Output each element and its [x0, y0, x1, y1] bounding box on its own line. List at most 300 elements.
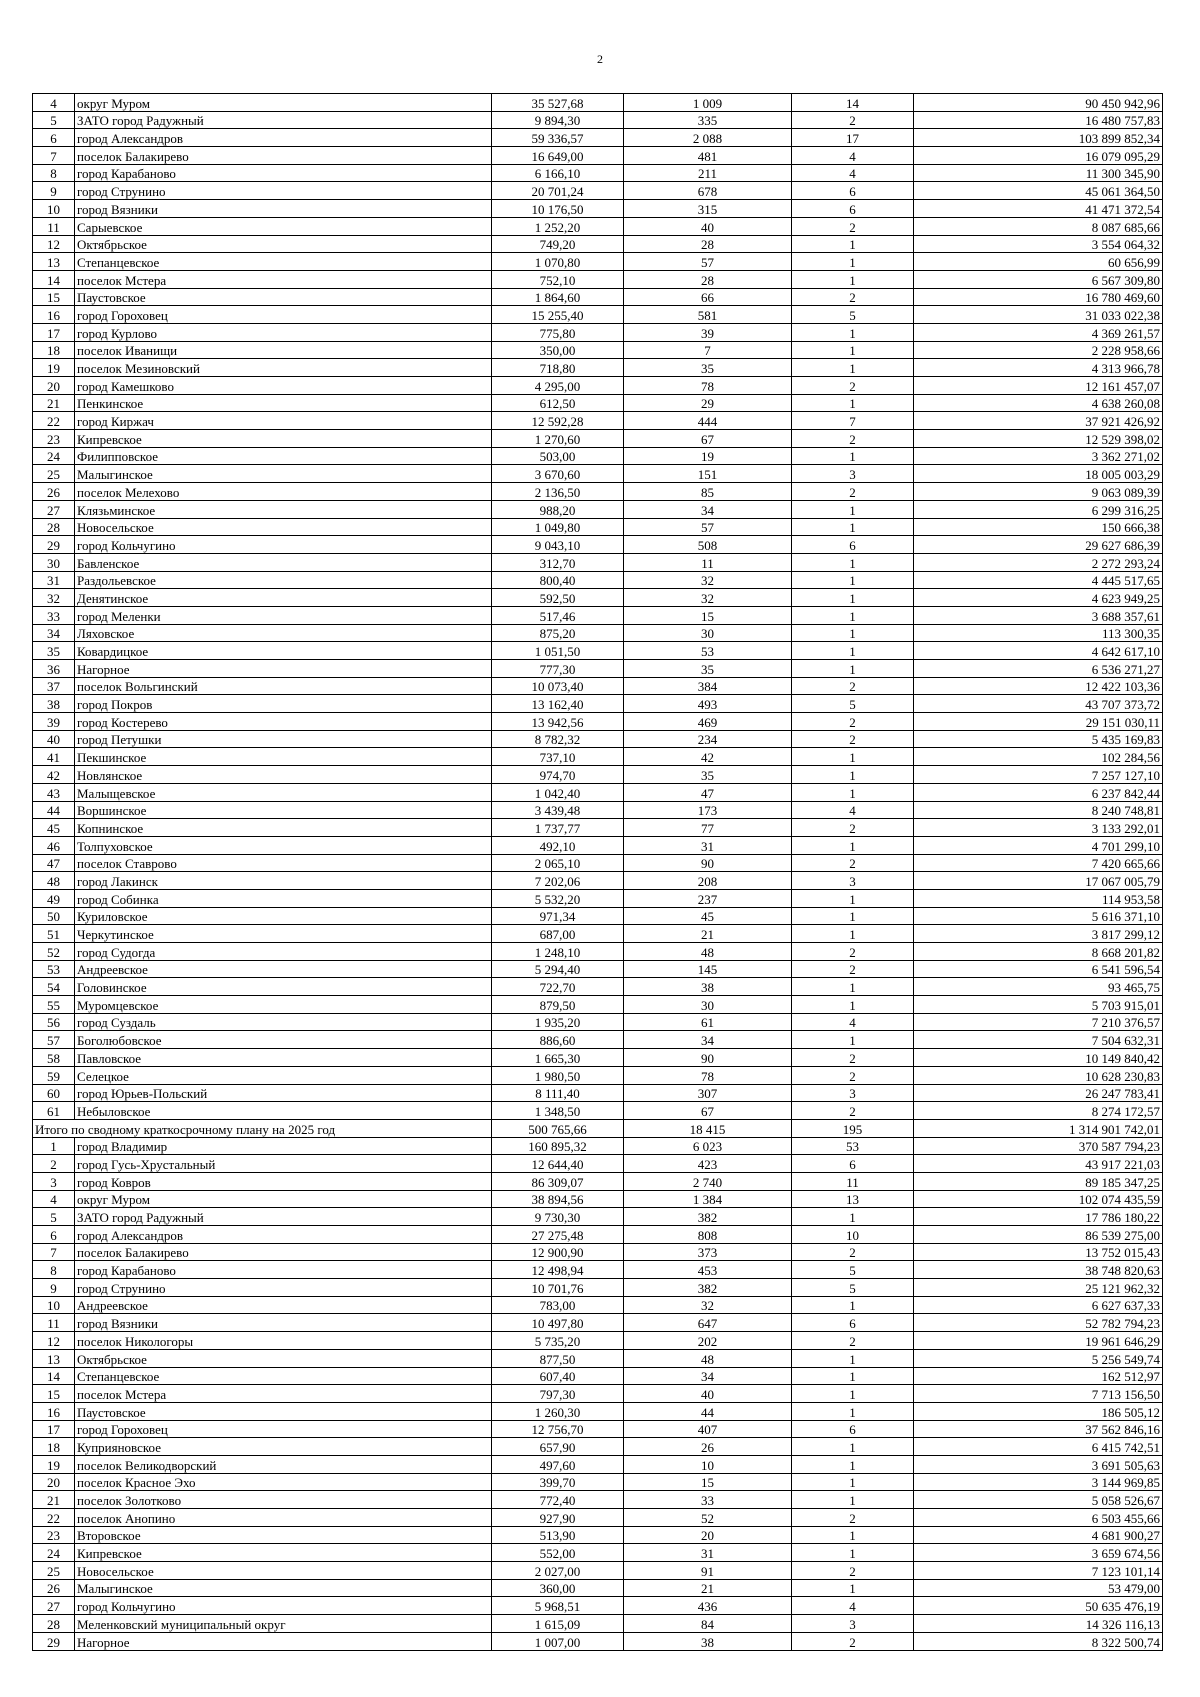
houses-cell: 1 — [792, 1402, 914, 1420]
table-row — [33, 766, 1163, 784]
row-number: 6 — [33, 1226, 75, 1244]
municipality-name: поселок Вольгинский — [75, 677, 492, 695]
houses-cell: 5 — [792, 695, 914, 713]
residents-cell: 61 — [624, 1013, 792, 1031]
residents-cell: 66 — [624, 288, 792, 306]
houses-cell: 3 — [792, 1615, 914, 1633]
row-number: 16 — [33, 306, 75, 324]
residents-cell: 32 — [624, 1296, 792, 1314]
cost-cell: 3 691 505,63 — [914, 1455, 1163, 1473]
houses-cell: 2 — [792, 377, 914, 395]
houses-cell: 2 — [792, 483, 914, 501]
area-cell: 160 895,32 — [492, 1137, 624, 1155]
row-number: 12 — [33, 235, 75, 253]
residents-cell: 307 — [624, 1084, 792, 1102]
total-cost-cell: 1 314 901 742,01 — [914, 1119, 1163, 1137]
cost-cell: 26 247 783,41 — [914, 1084, 1163, 1102]
houses-cell: 1 — [792, 518, 914, 536]
area-cell: 607,40 — [492, 1367, 624, 1385]
cost-cell: 370 587 794,23 — [914, 1137, 1163, 1155]
cost-cell: 52 782 794,23 — [914, 1314, 1163, 1332]
cost-cell: 86 539 275,00 — [914, 1226, 1163, 1244]
cost-cell: 4 623 949,25 — [914, 589, 1163, 607]
cost-cell: 6 415 742,51 — [914, 1438, 1163, 1456]
residents-cell: 85 — [624, 483, 792, 501]
table-row — [33, 147, 1163, 165]
houses-cell: 1 — [792, 766, 914, 784]
cost-cell: 41 471 372,54 — [914, 200, 1163, 218]
residents-cell: 32 — [624, 589, 792, 607]
residents-cell: 90 — [624, 1049, 792, 1067]
table-row — [33, 288, 1163, 306]
row-number: 59 — [33, 1066, 75, 1084]
houses-cell: 2 — [792, 1332, 914, 1350]
row-number: 14 — [33, 270, 75, 288]
area-cell: 687,00 — [492, 925, 624, 943]
residents-cell: 29 — [624, 394, 792, 412]
municipality-name: Меленковский муниципальный округ — [75, 1615, 492, 1633]
table-row — [33, 801, 1163, 819]
residents-cell: 67 — [624, 430, 792, 448]
houses-cell: 1 — [792, 394, 914, 412]
table-row — [33, 1137, 1163, 1155]
cost-cell: 12 529 398,02 — [914, 430, 1163, 448]
area-cell: 399,70 — [492, 1473, 624, 1491]
table-row — [33, 1526, 1163, 1544]
houses-cell: 5 — [792, 1261, 914, 1279]
houses-cell: 1 — [792, 624, 914, 642]
row-number: 37 — [33, 677, 75, 695]
cost-cell: 186 505,12 — [914, 1402, 1163, 1420]
municipality-name: Степанцевское — [75, 253, 492, 271]
municipality-name: Раздольевское — [75, 571, 492, 589]
houses-cell: 2 — [792, 730, 914, 748]
houses-cell: 2 — [792, 430, 914, 448]
cost-cell: 8 087 685,66 — [914, 217, 1163, 235]
residents-cell: 7 — [624, 341, 792, 359]
row-number: 41 — [33, 748, 75, 766]
cost-cell: 4 445 517,65 — [914, 571, 1163, 589]
area-cell: 86 309,07 — [492, 1172, 624, 1190]
cost-cell: 6 536 271,27 — [914, 660, 1163, 678]
table-row — [33, 182, 1163, 200]
houses-cell: 1 — [792, 1473, 914, 1491]
municipality-name: поселок Золотково — [75, 1491, 492, 1509]
municipality-name: город Вязники — [75, 200, 492, 218]
table-row — [33, 730, 1163, 748]
area-cell: 783,00 — [492, 1296, 624, 1314]
row-number: 15 — [33, 288, 75, 306]
houses-cell: 4 — [792, 801, 914, 819]
table-row — [33, 1420, 1163, 1438]
cost-cell: 25 121 962,32 — [914, 1279, 1163, 1297]
area-cell: 612,50 — [492, 394, 624, 412]
table-row — [33, 1226, 1163, 1244]
cost-cell: 102 074 435,59 — [914, 1190, 1163, 1208]
houses-cell: 6 — [792, 536, 914, 554]
municipality-name: город Покров — [75, 695, 492, 713]
residents-cell: 382 — [624, 1279, 792, 1297]
table-row — [33, 889, 1163, 907]
residents-cell: 28 — [624, 235, 792, 253]
row-number: 10 — [33, 200, 75, 218]
municipality-name: город Карабаново — [75, 1261, 492, 1279]
municipality-name: Андреевское — [75, 1296, 492, 1314]
residents-cell: 34 — [624, 500, 792, 518]
table-row — [33, 907, 1163, 925]
table-row — [33, 660, 1163, 678]
residents-cell: 48 — [624, 943, 792, 961]
municipality-name: город Гусь-Хрустальный — [75, 1155, 492, 1173]
houses-cell: 4 — [792, 1013, 914, 1031]
cost-cell: 60 656,99 — [914, 253, 1163, 271]
residents-cell: 11 — [624, 553, 792, 571]
cost-cell: 7 504 632,31 — [914, 1031, 1163, 1049]
row-number: 13 — [33, 1349, 75, 1367]
cost-cell: 103 899 852,34 — [914, 129, 1163, 147]
table-row — [33, 1632, 1163, 1650]
row-number: 34 — [33, 624, 75, 642]
table-row — [33, 1491, 1163, 1509]
table-row — [33, 483, 1163, 501]
residents-cell: 30 — [624, 624, 792, 642]
row-number: 29 — [33, 536, 75, 554]
residents-cell: 28 — [624, 270, 792, 288]
cost-cell: 37 562 846,16 — [914, 1420, 1163, 1438]
houses-cell: 1 — [792, 1526, 914, 1544]
row-number: 24 — [33, 1544, 75, 1562]
cost-cell: 10 628 230,83 — [914, 1066, 1163, 1084]
cost-cell: 5 256 549,74 — [914, 1349, 1163, 1367]
table-row — [33, 306, 1163, 324]
area-cell: 350,00 — [492, 341, 624, 359]
row-number: 5 — [33, 111, 75, 129]
area-cell: 1 348,50 — [492, 1102, 624, 1120]
area-cell: 16 649,00 — [492, 147, 624, 165]
municipality-name: город Костерево — [75, 713, 492, 731]
residents-cell: 39 — [624, 323, 792, 341]
municipality-name: город Курлово — [75, 323, 492, 341]
area-cell: 1 864,60 — [492, 288, 624, 306]
cost-cell: 4 369 261,57 — [914, 323, 1163, 341]
cost-cell: 3 659 674,56 — [914, 1544, 1163, 1562]
municipality-name: Воршинское — [75, 801, 492, 819]
area-cell: 875,20 — [492, 624, 624, 642]
table-row — [33, 695, 1163, 713]
row-number: 22 — [33, 412, 75, 430]
municipality-name: город Ковров — [75, 1172, 492, 1190]
cost-cell: 5 058 526,67 — [914, 1491, 1163, 1509]
cost-cell: 89 185 347,25 — [914, 1172, 1163, 1190]
cost-cell: 8 668 201,82 — [914, 943, 1163, 961]
row-number: 17 — [33, 1420, 75, 1438]
municipality-name: Нагорное — [75, 1632, 492, 1650]
residents-cell: 145 — [624, 960, 792, 978]
table-row — [33, 430, 1163, 448]
houses-cell: 1 — [792, 1491, 914, 1509]
municipality-name: Нагорное — [75, 660, 492, 678]
table-row — [33, 960, 1163, 978]
houses-cell: 6 — [792, 1420, 914, 1438]
municipality-name: ЗАТО город Радужный — [75, 1208, 492, 1226]
residents-cell: 30 — [624, 996, 792, 1014]
area-cell: 737,10 — [492, 748, 624, 766]
table-row — [33, 1615, 1163, 1633]
table-row — [33, 1314, 1163, 1332]
municipality-name: Селецкое — [75, 1066, 492, 1084]
area-cell: 886,60 — [492, 1031, 624, 1049]
row-number: 16 — [33, 1402, 75, 1420]
cost-cell: 6 503 455,66 — [914, 1509, 1163, 1527]
residents-cell: 2 088 — [624, 129, 792, 147]
area-cell: 775,80 — [492, 323, 624, 341]
residents-cell: 26 — [624, 1438, 792, 1456]
residents-cell: 211 — [624, 164, 792, 182]
cost-cell: 10 149 840,42 — [914, 1049, 1163, 1067]
residents-cell: 20 — [624, 1526, 792, 1544]
municipality-name: город Вязники — [75, 1314, 492, 1332]
municipality-name: Клязьминское — [75, 500, 492, 518]
table-row — [33, 359, 1163, 377]
municipality-name: Октябрьское — [75, 1349, 492, 1367]
row-number: 28 — [33, 1615, 75, 1633]
houses-cell: 1 — [792, 500, 914, 518]
cost-cell: 3 144 969,85 — [914, 1473, 1163, 1491]
table-row — [33, 1402, 1163, 1420]
municipality-name: Муромцевское — [75, 996, 492, 1014]
cost-cell: 11 300 345,90 — [914, 164, 1163, 182]
table-row — [33, 1385, 1163, 1403]
area-cell: 1 252,20 — [492, 217, 624, 235]
area-cell: 1 737,77 — [492, 819, 624, 837]
municipality-name: город Карабаново — [75, 164, 492, 182]
cost-cell: 6 237 842,44 — [914, 783, 1163, 801]
houses-cell: 1 — [792, 642, 914, 660]
houses-cell: 6 — [792, 1314, 914, 1332]
row-number: 40 — [33, 730, 75, 748]
row-number: 20 — [33, 377, 75, 395]
area-cell: 5 735,20 — [492, 1332, 624, 1350]
municipality-name: Новосельское — [75, 1562, 492, 1580]
area-cell: 492,10 — [492, 836, 624, 854]
residents-cell: 21 — [624, 925, 792, 943]
municipality-name: город Гороховец — [75, 1420, 492, 1438]
table-row — [33, 1349, 1163, 1367]
residents-cell: 581 — [624, 306, 792, 324]
municipality-name: город Меленки — [75, 606, 492, 624]
row-number: 8 — [33, 164, 75, 182]
row-number: 11 — [33, 217, 75, 235]
municipality-name: город Гороховец — [75, 306, 492, 324]
table-row — [33, 1438, 1163, 1456]
row-number: 2 — [33, 1155, 75, 1173]
residents-cell: 31 — [624, 1544, 792, 1562]
row-number: 25 — [33, 465, 75, 483]
municipality-name: поселок Мстера — [75, 1385, 492, 1403]
cost-cell: 162 512,97 — [914, 1367, 1163, 1385]
area-cell: 35 527,68 — [492, 94, 624, 112]
cost-cell: 4 313 966,78 — [914, 359, 1163, 377]
table-row — [33, 996, 1163, 1014]
houses-cell: 17 — [792, 129, 914, 147]
area-cell: 927,90 — [492, 1509, 624, 1527]
residents-cell: 78 — [624, 1066, 792, 1084]
houses-cell: 53 — [792, 1137, 914, 1155]
area-cell: 877,50 — [492, 1349, 624, 1367]
total-houses-cell: 195 — [792, 1119, 914, 1137]
residents-cell: 19 — [624, 447, 792, 465]
row-number: 46 — [33, 836, 75, 854]
houses-cell: 2 — [792, 1102, 914, 1120]
municipality-name: Паустовское — [75, 1402, 492, 1420]
row-number: 18 — [33, 341, 75, 359]
municipality-name: город Струнино — [75, 1279, 492, 1297]
cost-cell: 2 272 293,24 — [914, 553, 1163, 571]
total-row — [33, 1119, 1163, 1137]
row-number: 60 — [33, 1084, 75, 1102]
residents-cell: 67 — [624, 1102, 792, 1120]
residents-cell: 453 — [624, 1261, 792, 1279]
area-cell: 8 111,40 — [492, 1084, 624, 1102]
residents-cell: 202 — [624, 1332, 792, 1350]
table-row — [33, 836, 1163, 854]
municipality-name: поселок Анопино — [75, 1509, 492, 1527]
municipality-name: поселок Мелехово — [75, 483, 492, 501]
municipality-name: город Судогда — [75, 943, 492, 961]
residents-cell: 15 — [624, 606, 792, 624]
area-cell: 657,90 — [492, 1438, 624, 1456]
cost-cell: 3 817 299,12 — [914, 925, 1163, 943]
total-residents-cell: 18 415 — [624, 1119, 792, 1137]
area-cell: 497,60 — [492, 1455, 624, 1473]
row-number: 23 — [33, 1526, 75, 1544]
houses-cell: 3 — [792, 1084, 914, 1102]
table-row — [33, 1190, 1163, 1208]
table-row — [33, 111, 1163, 129]
residents-cell: 6 023 — [624, 1137, 792, 1155]
table-row — [33, 713, 1163, 731]
area-cell: 1 042,40 — [492, 783, 624, 801]
houses-cell: 2 — [792, 217, 914, 235]
houses-cell: 2 — [792, 854, 914, 872]
residents-cell: 234 — [624, 730, 792, 748]
residents-cell: 42 — [624, 748, 792, 766]
table-row — [33, 1102, 1163, 1120]
area-cell: 2 065,10 — [492, 854, 624, 872]
table-row — [33, 1562, 1163, 1580]
area-cell: 5 968,51 — [492, 1597, 624, 1615]
houses-cell: 1 — [792, 1208, 914, 1226]
residents-cell: 45 — [624, 907, 792, 925]
residents-cell: 647 — [624, 1314, 792, 1332]
houses-cell: 2 — [792, 1632, 914, 1650]
houses-cell: 4 — [792, 1597, 914, 1615]
row-number: 3 — [33, 1172, 75, 1190]
houses-cell: 14 — [792, 94, 914, 112]
table-row — [33, 978, 1163, 996]
area-cell: 1 615,09 — [492, 1615, 624, 1633]
municipality-name: округ Муром — [75, 1190, 492, 1208]
houses-cell: 2 — [792, 960, 914, 978]
table-row — [33, 1509, 1163, 1527]
row-number: 12 — [33, 1332, 75, 1350]
table-row — [33, 536, 1163, 554]
table-row — [33, 270, 1163, 288]
cost-cell: 3 554 064,32 — [914, 235, 1163, 253]
houses-cell: 2 — [792, 713, 914, 731]
municipality-name: город Петушки — [75, 730, 492, 748]
area-cell: 879,50 — [492, 996, 624, 1014]
row-number: 35 — [33, 642, 75, 660]
residents-cell: 508 — [624, 536, 792, 554]
cost-cell: 4 638 260,08 — [914, 394, 1163, 412]
table-row — [33, 925, 1163, 943]
table-row — [33, 642, 1163, 660]
area-cell: 1 270,60 — [492, 430, 624, 448]
residents-cell: 678 — [624, 182, 792, 200]
cost-cell: 43 917 221,03 — [914, 1155, 1163, 1173]
cost-cell: 6 299 316,25 — [914, 500, 1163, 518]
row-number: 53 — [33, 960, 75, 978]
houses-cell: 1 — [792, 359, 914, 377]
area-cell: 12 592,28 — [492, 412, 624, 430]
residents-cell: 10 — [624, 1455, 792, 1473]
residents-cell: 57 — [624, 518, 792, 536]
municipality-name: поселок Балакирево — [75, 1243, 492, 1261]
residents-cell: 78 — [624, 377, 792, 395]
table-row — [33, 1066, 1163, 1084]
houses-cell: 1 — [792, 1579, 914, 1597]
residents-cell: 38 — [624, 1632, 792, 1650]
residents-cell: 40 — [624, 217, 792, 235]
row-number: 58 — [33, 1049, 75, 1067]
residents-cell: 52 — [624, 1509, 792, 1527]
table-row — [33, 94, 1163, 112]
table-row — [33, 589, 1163, 607]
municipality-name: город Лакинск — [75, 872, 492, 890]
houses-cell: 1 — [792, 571, 914, 589]
row-number: 1 — [33, 1137, 75, 1155]
row-number: 25 — [33, 1562, 75, 1580]
houses-cell: 6 — [792, 1155, 914, 1173]
table-row — [33, 394, 1163, 412]
table-row — [33, 748, 1163, 766]
row-number: 22 — [33, 1509, 75, 1527]
area-cell: 1 935,20 — [492, 1013, 624, 1031]
row-number: 18 — [33, 1438, 75, 1456]
municipality-name: поселок Никологоры — [75, 1332, 492, 1350]
houses-cell: 11 — [792, 1172, 914, 1190]
table-row — [33, 1049, 1163, 1067]
area-cell: 752,10 — [492, 270, 624, 288]
cost-cell: 7 257 127,10 — [914, 766, 1163, 784]
row-number: 38 — [33, 695, 75, 713]
cost-cell: 5 703 915,01 — [914, 996, 1163, 1014]
residents-cell: 384 — [624, 677, 792, 695]
houses-cell: 5 — [792, 1279, 914, 1297]
area-cell: 1 007,00 — [492, 1632, 624, 1650]
table-row — [33, 1296, 1163, 1314]
houses-cell: 1 — [792, 783, 914, 801]
municipality-name: город Собинка — [75, 889, 492, 907]
row-number: 29 — [33, 1632, 75, 1650]
houses-cell: 1 — [792, 1367, 914, 1385]
area-cell: 312,70 — [492, 553, 624, 571]
row-number: 23 — [33, 430, 75, 448]
area-cell: 1 070,80 — [492, 253, 624, 271]
table-row — [33, 1261, 1163, 1279]
houses-cell: 1 — [792, 253, 914, 271]
